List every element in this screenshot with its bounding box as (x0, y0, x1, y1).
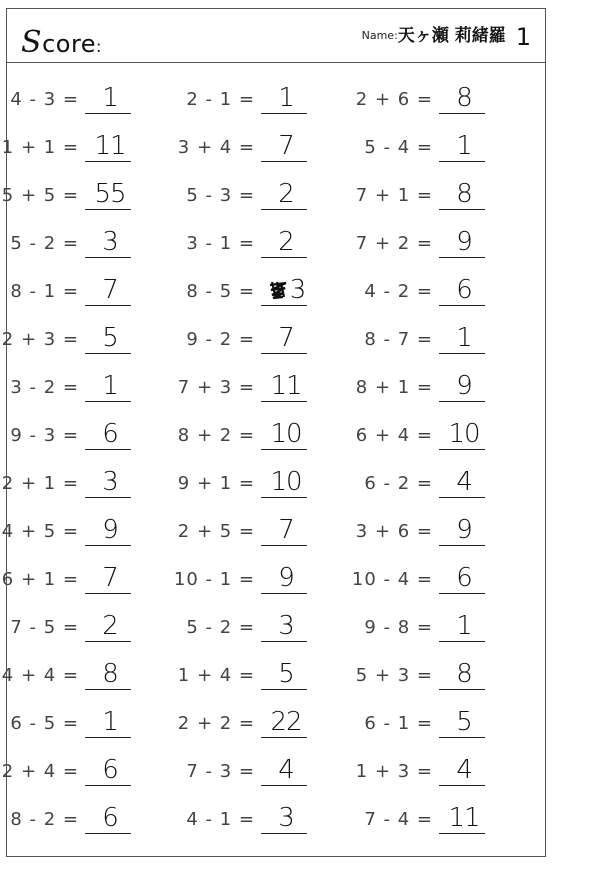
handwritten-answer: 3 (278, 611, 294, 641)
problem-expression: 3 + 4 = (177, 137, 255, 158)
score-label-rest: core (42, 30, 97, 58)
problem-row (1, 747, 545, 795)
answer-blank-line[interactable] (439, 833, 485, 834)
worksheet-header (7, 9, 545, 63)
handwritten-answer: 8 (456, 659, 472, 689)
problem-expression: 5 - 2 = (10, 233, 79, 254)
answer-blank-line[interactable] (439, 353, 485, 354)
problem (177, 699, 363, 747)
handwritten-answer: 4 (278, 755, 294, 785)
handwritten-answer: 4 (456, 467, 472, 497)
problem (1, 459, 187, 507)
problem (361, 699, 541, 747)
problem-expression: 5 - 4 = (364, 137, 433, 158)
problem-expression: 9 - 2 = (186, 329, 255, 350)
handwritten-answer: 55 (94, 179, 126, 209)
problem (361, 459, 541, 507)
problem (351, 555, 541, 603)
answer-text: 3 (289, 275, 306, 305)
handwritten-answer: 5 (456, 707, 472, 737)
problem-expression: 7 - 5 = (10, 617, 79, 638)
handwritten-answer: 4 (456, 755, 472, 785)
answer-blank-line[interactable] (85, 257, 131, 258)
problem-expression: 2 + 5 = (177, 521, 255, 542)
problem (1, 507, 187, 555)
handwritten-answer: 6 (456, 275, 472, 305)
worksheet (1, 8, 546, 857)
problem (355, 747, 541, 795)
problem (1, 315, 187, 363)
handwritten-answer: 10 (270, 419, 302, 449)
problem-expression: 4 + 4 = (1, 665, 79, 686)
handwritten-answer: 2 (102, 611, 118, 641)
sheet-number: 1 (515, 23, 531, 51)
answer-blank-line[interactable] (261, 641, 307, 642)
problem-expression: 5 + 5 = (1, 185, 79, 206)
problem-expression: 6 - 5 = (10, 713, 79, 734)
handwritten-answer: 9 (456, 371, 472, 401)
problem-row (7, 699, 545, 747)
answer-blank-line[interactable] (261, 497, 307, 498)
answer-blank-line[interactable] (439, 545, 485, 546)
answer-blank-line[interactable] (85, 593, 131, 594)
answer-blank-line[interactable] (261, 161, 307, 162)
problem-expression: 4 - 2 = (364, 281, 433, 302)
problem (361, 123, 541, 171)
handwritten-answer: 6 (102, 419, 118, 449)
answer-blank-line[interactable] (85, 113, 131, 114)
answer-blank-line[interactable] (85, 785, 131, 786)
problem-expression: 1 + 1 = (1, 137, 79, 158)
problem (1, 555, 187, 603)
handwritten-answer: 1 (102, 371, 118, 401)
problem-row (7, 603, 545, 651)
handwritten-answer: 8 (456, 179, 472, 209)
handwritten-answer: 11 (270, 371, 302, 401)
problem-row (7, 75, 545, 123)
handwritten-answer: 3 (102, 227, 118, 257)
problem (1, 123, 187, 171)
problem (183, 219, 363, 267)
problem-row (7, 411, 545, 459)
answer-blank-line[interactable] (85, 449, 131, 450)
answer-blank-line[interactable] (439, 305, 485, 306)
scribbled-out-mark (267, 279, 289, 301)
handwritten-answer: 9 (456, 515, 472, 545)
problem-expression: 9 - 3 = (10, 425, 79, 446)
problem (7, 795, 187, 843)
answer-blank-line[interactable] (261, 689, 307, 690)
handwritten-answer: 7 (278, 131, 294, 161)
name-label: Name: (361, 29, 398, 42)
handwritten-answer: 1 (456, 323, 472, 353)
problem-expression: 2 + 1 = (1, 473, 79, 494)
problem (7, 267, 187, 315)
problem (355, 651, 541, 699)
answer-blank-line[interactable] (261, 785, 307, 786)
problem-expression: 3 + 6 = (355, 521, 433, 542)
handwritten-answer: 3 (278, 803, 294, 833)
handwritten-answer: 9 (102, 515, 118, 545)
problem (361, 603, 541, 651)
handwritten-answer: 2 (278, 179, 294, 209)
score-label (21, 25, 102, 60)
handwritten-answer: 1 (102, 707, 118, 737)
problem-expression: 2 - 1 = (186, 89, 255, 110)
answer-blank-line[interactable] (261, 113, 307, 114)
problem-expression: 5 - 2 = (186, 617, 255, 638)
problem (177, 123, 363, 171)
problem-expression: 5 + 3 = (355, 665, 433, 686)
answer-blank-line[interactable] (439, 257, 485, 258)
problem-expression: 8 + 1 = (355, 377, 433, 398)
score-label-colon: : (96, 37, 102, 56)
problem (183, 603, 363, 651)
problem-expression: 3 - 2 = (10, 377, 79, 398)
problem (1, 651, 187, 699)
answer-blank-line[interactable] (85, 161, 131, 162)
handwritten-answer: 10 (270, 467, 302, 497)
problem (7, 411, 187, 459)
answer-blank-line[interactable] (439, 209, 485, 210)
answer-blank-line[interactable] (261, 449, 307, 450)
problem (355, 171, 541, 219)
problem (183, 315, 363, 363)
answer-blank-line[interactable] (85, 353, 131, 354)
handwritten-answer: 1 (102, 83, 118, 113)
answer-blank-line[interactable] (85, 737, 131, 738)
answer-blank-line[interactable] (439, 689, 485, 690)
problem (177, 507, 363, 555)
answer-blank-line[interactable] (261, 401, 307, 402)
problem (173, 555, 363, 603)
problem-row (1, 123, 545, 171)
problem (183, 747, 363, 795)
problem-row (7, 219, 545, 267)
problem-row (7, 363, 545, 411)
problem (177, 363, 363, 411)
answer-blank-line[interactable] (439, 497, 485, 498)
answer-blank-line[interactable] (261, 353, 307, 354)
answer-blank-line[interactable] (85, 209, 131, 210)
answer-blank-line[interactable] (261, 257, 307, 258)
problem-expression: 1 + 4 = (177, 665, 255, 686)
problem (1, 171, 187, 219)
handwritten-answer: 8 (102, 659, 118, 689)
answer-blank-line[interactable] (439, 449, 485, 450)
answer-blank-line[interactable] (261, 305, 307, 306)
answer-blank-line[interactable] (439, 401, 485, 402)
handwritten-answer: 7 (102, 563, 118, 593)
problem-expression: 7 + 2 = (355, 233, 433, 254)
problem-expression: 8 - 5 = (186, 281, 255, 302)
problem (355, 75, 541, 123)
problem-expression: 8 - 2 = (10, 809, 79, 830)
answer-blank-line[interactable] (439, 113, 485, 114)
problem-expression: 2 + 6 = (355, 89, 433, 110)
problem-expression: 1 + 3 = (355, 761, 433, 782)
problem-expression: 10 - 4 = (351, 569, 433, 590)
answer-blank-line[interactable] (85, 401, 131, 402)
problem-expression: 8 - 1 = (10, 281, 79, 302)
problem (361, 267, 541, 315)
handwritten-answer: 11 (448, 803, 480, 833)
problem-row (1, 459, 545, 507)
handwritten-answer: 5 (102, 323, 118, 353)
answer-blank-line[interactable] (439, 737, 485, 738)
problem (177, 651, 363, 699)
problem-expression: 3 - 1 = (186, 233, 255, 254)
problem-expression: 7 + 3 = (177, 377, 255, 398)
answer-blank-line[interactable] (85, 545, 131, 546)
problem-expression: 6 - 1 = (364, 713, 433, 734)
answer-blank-line[interactable] (439, 641, 485, 642)
answer-blank-line[interactable] (261, 545, 307, 546)
handwritten-answer: 1 (456, 611, 472, 641)
problem-row (1, 315, 545, 363)
problem-expression: 8 + 2 = (177, 425, 255, 446)
handwritten-answer: 11 (94, 131, 126, 161)
handwritten-answer: 3 (102, 467, 118, 497)
answer-blank-line[interactable] (261, 593, 307, 594)
problem-expression: 10 - 1 = (173, 569, 255, 590)
answer-blank-line[interactable] (85, 497, 131, 498)
answer-blank-line[interactable] (439, 593, 485, 594)
handwritten-answer: 22 (270, 707, 302, 737)
handwritten-answer: 5 (278, 659, 294, 689)
handwritten-answer: 2 (278, 227, 294, 257)
problem-expression: 7 - 4 = (364, 809, 433, 830)
handwritten-answer: 6 (456, 563, 472, 593)
handwritten-answer: 1 (456, 131, 472, 161)
handwritten-answer: 7 (278, 323, 294, 353)
handwritten-answer: 7 (102, 275, 118, 305)
problem (355, 411, 541, 459)
problem-row (1, 171, 545, 219)
problem (183, 75, 363, 123)
problem-row (1, 555, 545, 603)
problem (7, 603, 187, 651)
problem-expression: 7 + 1 = (355, 185, 433, 206)
problem-expression: 5 - 3 = (186, 185, 255, 206)
problem-expression: 7 - 3 = (186, 761, 255, 782)
handwritten-answer: 10 (448, 419, 480, 449)
problem (1, 747, 187, 795)
problem-expression: 2 + 3 = (1, 329, 79, 350)
problem (7, 699, 187, 747)
problem-expression: 8 - 7 = (364, 329, 433, 350)
answer-blank-line[interactable] (261, 209, 307, 210)
problem-expression: 4 - 3 = (10, 89, 79, 110)
problem (183, 795, 363, 843)
handwritten-answer (261, 275, 311, 305)
name-field (362, 21, 531, 51)
problem (361, 795, 541, 843)
handwritten-answer: 9 (456, 227, 472, 257)
answer-blank-line[interactable] (85, 305, 131, 306)
problem (7, 75, 187, 123)
answer-blank-line[interactable] (261, 737, 307, 738)
problem-expression: 2 + 2 = (177, 713, 255, 734)
problem (361, 315, 541, 363)
problem-expression: 9 - 8 = (364, 617, 433, 638)
handwritten-answer: 1 (278, 83, 294, 113)
problem-expression: 6 - 2 = (364, 473, 433, 494)
answer-blank-line[interactable] (261, 833, 307, 834)
problem-expression: 4 + 5 = (1, 521, 79, 542)
handwritten-answer: 7 (278, 515, 294, 545)
student-name: 天ヶ瀬 莉緒羅 (397, 26, 506, 46)
problem-expression: 4 - 1 = (186, 809, 255, 830)
problem-expression: 6 + 1 = (1, 569, 79, 590)
problem-row (1, 507, 545, 555)
answer-blank-line[interactable] (85, 641, 131, 642)
answer-blank-line[interactable] (439, 785, 485, 786)
problem (177, 459, 363, 507)
problem-row (1, 651, 545, 699)
handwritten-answer: 6 (102, 755, 118, 785)
problem (355, 219, 541, 267)
answer-blank-line[interactable] (85, 689, 131, 690)
problem (7, 219, 187, 267)
problem-row (7, 267, 545, 315)
problem-expression: 9 + 1 = (177, 473, 255, 494)
problem-row (7, 795, 545, 843)
problem (183, 171, 363, 219)
problem (355, 507, 541, 555)
problem-expression: 6 + 4 = (355, 425, 433, 446)
handwritten-answer: 8 (456, 83, 472, 113)
answer-blank-line[interactable] (439, 161, 485, 162)
problem (177, 411, 363, 459)
problem (183, 267, 363, 315)
score-label-initial: S (21, 25, 43, 60)
problem (355, 363, 541, 411)
handwritten-answer: 9 (278, 563, 294, 593)
problem (7, 363, 187, 411)
problem-expression: 2 + 4 = (1, 761, 79, 782)
answer-blank-line[interactable] (85, 833, 131, 834)
handwritten-answer: 6 (102, 803, 118, 833)
